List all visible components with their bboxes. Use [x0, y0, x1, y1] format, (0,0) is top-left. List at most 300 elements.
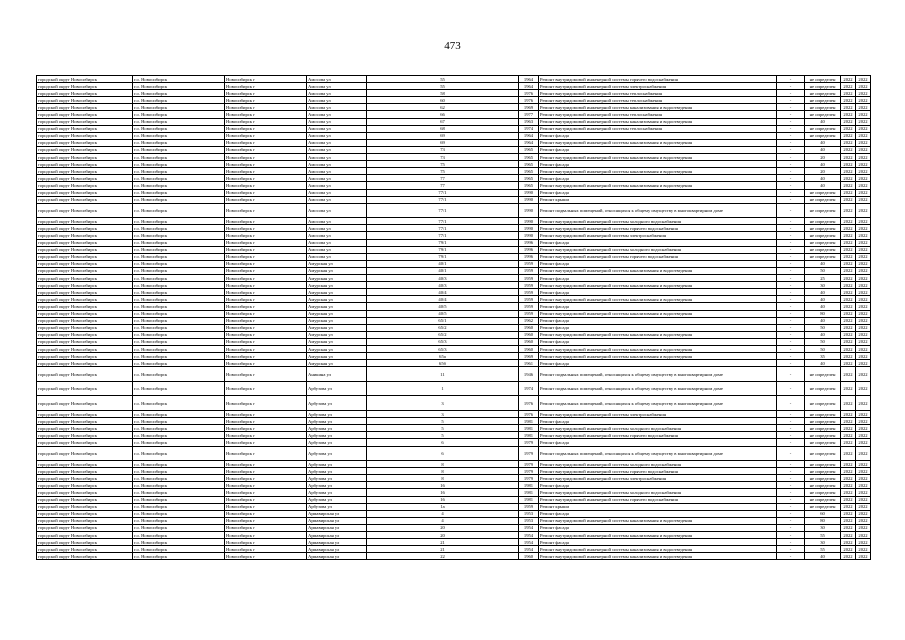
cell-year: 1996: [519, 253, 539, 260]
cell-street: Амосова ул: [307, 146, 367, 153]
cell-start: 2022: [841, 232, 856, 239]
cell-settlement: г.о. Новосибирск: [133, 475, 225, 482]
cell-street: Арбузова ул: [307, 496, 367, 503]
table-row: [37, 260, 871, 267]
cell-settlement: г.о. Новосибирск: [133, 239, 225, 246]
cell-work: Ремонт внутридомовой инженерной системы канализования и водоотведения: [539, 154, 777, 161]
cell-year: 1961: [519, 360, 539, 367]
cell-street: Амосова ул: [307, 76, 367, 83]
cell-district: городской округ Новосибирск: [37, 203, 133, 218]
cell-cost: -: [777, 275, 805, 282]
table-row: [37, 439, 871, 446]
cell-street: Амурская ул: [307, 345, 367, 352]
cell-start: 2022: [841, 303, 856, 310]
cell-settlement: г.о. Новосибирск: [133, 482, 225, 489]
cell-settlement: г.о. Новосибирск: [133, 496, 225, 503]
cell-period: не определен: [805, 83, 841, 90]
cell-start: 2022: [841, 425, 856, 432]
cell-street: Арбузова ул: [307, 468, 367, 475]
cell-settlement: г.о. Новосибирск: [133, 83, 225, 90]
table-row: [37, 496, 871, 503]
cell-start: 2022: [841, 489, 856, 496]
cell-cost: -: [777, 489, 805, 496]
cell-period: не определен: [805, 461, 841, 468]
cell-work: Ремонт фасада: [539, 161, 777, 168]
cell-settlement: г.о. Новосибирск: [133, 345, 225, 352]
cell-house: 79/1: [367, 239, 519, 246]
cell-city: Новосибирск г: [225, 517, 307, 524]
cell-house: 66: [367, 111, 519, 118]
cell-cost: -: [777, 203, 805, 218]
cell-street: Арбузова ул: [307, 503, 367, 510]
cell-start: 2022: [841, 546, 856, 553]
cell-start: 2022: [841, 296, 856, 303]
cell-end: 2022: [856, 411, 871, 418]
cell-period: не определен: [805, 218, 841, 225]
cell-cost: -: [777, 331, 805, 338]
cell-year: 1960: [519, 345, 539, 352]
table-row: [37, 246, 871, 253]
cell-settlement: г.о. Новосибирск: [133, 104, 225, 111]
cell-house: 40/1: [367, 260, 519, 267]
cell-year: 1974: [519, 125, 539, 132]
cell-house: 4: [367, 517, 519, 524]
cell-period: 40: [805, 139, 841, 146]
cell-start: 2022: [841, 468, 856, 475]
cell-start: 2022: [841, 517, 856, 524]
cell-city: Новосибирск г: [225, 539, 307, 546]
cell-settlement: г.о. Новосибирск: [133, 189, 225, 196]
cell-house: 22: [367, 553, 519, 560]
cell-period: 40: [805, 161, 841, 168]
cell-start: 2022: [841, 246, 856, 253]
cell-settlement: г.о. Новосибирск: [133, 139, 225, 146]
cell-street: Амурская ул: [307, 310, 367, 317]
cell-end: 2022: [856, 168, 871, 175]
cell-street: Амосова ул: [307, 111, 367, 118]
cell-street: Амосова ул: [307, 189, 367, 196]
cell-work: Ремонт внутридомовой инженерной системы горячего водоснабжения: [539, 468, 777, 475]
cell-house: 40/4: [367, 296, 519, 303]
table-row: [37, 225, 871, 232]
cell-settlement: г.о. Новосибирск: [133, 503, 225, 510]
cell-street: Амосова ул: [307, 104, 367, 111]
cell-cost: -: [777, 475, 805, 482]
cell-city: Новосибирск г: [225, 461, 307, 468]
cell-period: 35: [805, 353, 841, 360]
cell-year: 1965: [519, 175, 539, 182]
cell-house: 21: [367, 546, 519, 553]
cell-house: 8: [367, 461, 519, 468]
cell-city: Новосибирск г: [225, 104, 307, 111]
cell-start: 2022: [841, 267, 856, 274]
cell-settlement: г.о. Новосибирск: [133, 282, 225, 289]
cell-settlement: г.о. Новосибирск: [133, 168, 225, 175]
cell-cost: -: [777, 381, 805, 396]
cell-start: 2022: [841, 524, 856, 531]
cell-year: 1954: [519, 546, 539, 553]
cell-house: 21: [367, 539, 519, 546]
cell-city: Новосибирск г: [225, 139, 307, 146]
cell-cost: -: [777, 338, 805, 345]
cell-end: 2022: [856, 196, 871, 203]
cell-end: 2022: [856, 303, 871, 310]
cell-settlement: г.о. Новосибирск: [133, 175, 225, 182]
cell-period: 40: [805, 553, 841, 560]
cell-settlement: г.о. Новосибирск: [133, 324, 225, 331]
cell-house: 75: [367, 168, 519, 175]
cell-cost: -: [777, 83, 805, 90]
cell-year: 1959: [519, 282, 539, 289]
cell-start: 2022: [841, 461, 856, 468]
cell-end: 2022: [856, 83, 871, 90]
cell-period: не определен: [805, 496, 841, 503]
cell-city: Новосибирск г: [225, 503, 307, 510]
cell-year: 1979: [519, 468, 539, 475]
cell-cost: -: [777, 196, 805, 203]
cell-cost: -: [777, 411, 805, 418]
cell-year: 1981: [519, 418, 539, 425]
cell-city: Новосибирск г: [225, 317, 307, 324]
cell-house: 11: [367, 367, 519, 382]
cell-cost: -: [777, 253, 805, 260]
cell-start: 2022: [841, 239, 856, 246]
cell-work: Ремонт внутридомовой инженерной системы канализования и водоотведения: [539, 345, 777, 352]
cell-city: Новосибирск г: [225, 125, 307, 132]
cell-year: 1963: [519, 118, 539, 125]
cell-house: 77/1: [367, 232, 519, 239]
cell-city: Новосибирск г: [225, 83, 307, 90]
cell-end: 2022: [856, 425, 871, 432]
cell-work: Ремонт фасада: [539, 260, 777, 267]
cell-district: городской округ Новосибирск: [37, 496, 133, 503]
cell-house: 62: [367, 104, 519, 111]
cell-year: 1964: [519, 83, 539, 90]
cell-settlement: г.о. Новосибирск: [133, 425, 225, 432]
cell-year: 1969: [519, 353, 539, 360]
cell-year: 1959: [519, 503, 539, 510]
cell-cost: -: [777, 218, 805, 225]
cell-work: Ремонт внутридомовой инженерной системы канализования и водоотведения: [539, 532, 777, 539]
cell-street: Амурская ул: [307, 296, 367, 303]
cell-city: Новосибирск г: [225, 182, 307, 189]
cell-cost: -: [777, 353, 805, 360]
cell-district: городской округ Новосибирск: [37, 189, 133, 196]
cell-work: Ремонт фасада: [539, 539, 777, 546]
cell-district: городской округ Новосибирск: [37, 546, 133, 553]
cell-district: городской округ Новосибирск: [37, 175, 133, 182]
cell-period: 80: [805, 517, 841, 524]
table-row: [37, 182, 871, 189]
cell-street: Амурская ул: [307, 331, 367, 338]
cell-house: 40/4: [367, 289, 519, 296]
cell-district: городской округ Новосибирск: [37, 161, 133, 168]
cell-end: 2022: [856, 182, 871, 189]
cell-start: 2022: [841, 104, 856, 111]
cell-end: 2022: [856, 90, 871, 97]
cell-city: Новосибирск г: [225, 260, 307, 267]
cell-year: 1953: [519, 510, 539, 517]
cell-settlement: г.о. Новосибирск: [133, 275, 225, 282]
cell-cost: -: [777, 161, 805, 168]
cell-work: Ремонт внутридомовой инженерной системы электроснабжения: [539, 83, 777, 90]
cell-city: Новосибирск г: [225, 225, 307, 232]
cell-end: 2022: [856, 225, 871, 232]
cell-year: 1979: [519, 461, 539, 468]
cell-work: Ремонт внутридомовой инженерной системы канализования и водоотведения: [539, 310, 777, 317]
cell-work: Ремонт подвальных помещений, относящихся к общему имуществу в многоквартирном доме: [539, 396, 777, 411]
cell-house: 77/1: [367, 196, 519, 203]
table-row: [37, 76, 871, 83]
cell-work: Ремонт фасада: [539, 439, 777, 446]
table-row: [37, 218, 871, 225]
cell-district: городской округ Новосибирск: [37, 289, 133, 296]
cell-street: Арбузова ул: [307, 381, 367, 396]
cell-cost: -: [777, 360, 805, 367]
table-row: [37, 196, 871, 203]
cell-district: городской округ Новосибирск: [37, 125, 133, 132]
cell-street: Амосова ул: [307, 239, 367, 246]
cell-street: Амосова ул: [307, 161, 367, 168]
cell-period: не определен: [805, 232, 841, 239]
cell-end: 2022: [856, 418, 871, 425]
cell-year: 1959: [519, 296, 539, 303]
cell-year: 1981: [519, 432, 539, 439]
cell-year: 1979: [519, 439, 539, 446]
table-row: [37, 360, 871, 367]
table-row: [37, 132, 871, 139]
cell-cost: -: [777, 104, 805, 111]
cell-city: Новосибирск г: [225, 253, 307, 260]
cell-year: 1976: [519, 411, 539, 418]
cell-period: 25: [805, 275, 841, 282]
cell-work: Ремонт фасада: [539, 239, 777, 246]
table-row: [37, 303, 871, 310]
cell-city: Новосибирск г: [225, 289, 307, 296]
cell-cost: -: [777, 425, 805, 432]
cell-street: Амурская ул: [307, 353, 367, 360]
cell-period: не определен: [805, 253, 841, 260]
cell-district: городской округ Новосибирск: [37, 324, 133, 331]
cell-district: городской округ Новосибирск: [37, 517, 133, 524]
cell-street: Амурская ул: [307, 275, 367, 282]
cell-work: Ремонт внутридомовой инженерной системы канализования и водоотведения: [539, 267, 777, 274]
cell-settlement: г.о. Новосибирск: [133, 524, 225, 531]
cell-year: 1981: [519, 489, 539, 496]
cell-house: 79/1: [367, 246, 519, 253]
cell-work: Ремонт фасада: [539, 289, 777, 296]
cell-district: городской округ Новосибирск: [37, 282, 133, 289]
cell-year: 1981: [519, 425, 539, 432]
table-row: [37, 154, 871, 161]
table-row: [37, 267, 871, 274]
cell-district: городской округ Новосибирск: [37, 225, 133, 232]
cell-house: 5: [367, 425, 519, 432]
cell-end: 2022: [856, 310, 871, 317]
cell-street: Амурская ул: [307, 324, 367, 331]
cell-cost: -: [777, 97, 805, 104]
table-row: [37, 289, 871, 296]
cell-settlement: г.о. Новосибирск: [133, 517, 225, 524]
cell-city: Новосибирск г: [225, 132, 307, 139]
cell-city: Новосибирск г: [225, 411, 307, 418]
cell-period: 55: [805, 532, 841, 539]
cell-year: 1953: [519, 517, 539, 524]
cell-start: 2022: [841, 282, 856, 289]
cell-start: 2022: [841, 154, 856, 161]
cell-house: 77/1: [367, 218, 519, 225]
cell-work: Ремонт внутридомовой инженерной системы горячего водоснабжения: [539, 225, 777, 232]
cell-work: Ремонт фасада: [539, 360, 777, 367]
cell-period: 40: [805, 175, 841, 182]
cell-cost: -: [777, 168, 805, 175]
cell-district: городской округ Новосибирск: [37, 275, 133, 282]
cell-cost: -: [777, 111, 805, 118]
cell-street: Амурская ул: [307, 360, 367, 367]
cell-end: 2022: [856, 232, 871, 239]
cell-settlement: г.о. Новосибирск: [133, 396, 225, 411]
cell-house: 55: [367, 83, 519, 90]
cell-district: городской округ Новосибирск: [37, 539, 133, 546]
cell-year: 1954: [519, 532, 539, 539]
cell-start: 2022: [841, 553, 856, 560]
cell-city: Новосибирск г: [225, 482, 307, 489]
cell-work: Ремонт крыши: [539, 196, 777, 203]
cell-street: Арбузова ул: [307, 439, 367, 446]
cell-cost: -: [777, 239, 805, 246]
cell-cost: -: [777, 496, 805, 503]
cell-street: Амосова ул: [307, 118, 367, 125]
cell-city: Новосибирск г: [225, 345, 307, 352]
cell-house: 3: [367, 411, 519, 418]
cell-start: 2022: [841, 253, 856, 260]
table-row: [37, 161, 871, 168]
table-row: [37, 104, 871, 111]
cell-district: городской округ Новосибирск: [37, 139, 133, 146]
cell-settlement: г.о. Новосибирск: [133, 253, 225, 260]
cell-settlement: г.о. Новосибирск: [133, 97, 225, 104]
cell-work: Ремонт фасада: [539, 175, 777, 182]
cell-street: Амосова ул: [307, 83, 367, 90]
cell-settlement: г.о. Новосибирск: [133, 331, 225, 338]
cell-house: 40/3: [367, 282, 519, 289]
cell-cost: -: [777, 189, 805, 196]
cell-period: 40: [805, 118, 841, 125]
cell-street: Амосова ул: [307, 154, 367, 161]
cell-cost: -: [777, 139, 805, 146]
cell-city: Новосибирск г: [225, 118, 307, 125]
cell-work: Ремонт фасада: [539, 317, 777, 324]
cell-district: городской округ Новосибирск: [37, 439, 133, 446]
cell-work: Ремонт внутридомовой инженерной системы канализования и водоотведения: [539, 517, 777, 524]
cell-settlement: г.о. Новосибирск: [133, 203, 225, 218]
table-row: [37, 282, 871, 289]
cell-street: Арбузова ул: [307, 425, 367, 432]
cell-cost: -: [777, 532, 805, 539]
cell-end: 2022: [856, 367, 871, 382]
cell-period: 20: [805, 154, 841, 161]
cell-start: 2022: [841, 175, 856, 182]
cell-start: 2022: [841, 418, 856, 425]
cell-start: 2022: [841, 146, 856, 153]
cell-district: городской округ Новосибирск: [37, 553, 133, 560]
cell-work: Ремонт внутридомовой инженерной системы горячего водоснабжения: [539, 253, 777, 260]
cell-district: городской округ Новосибирск: [37, 310, 133, 317]
cell-district: городской округ Новосибирск: [37, 475, 133, 482]
table-row: [37, 532, 871, 539]
cell-house: 77: [367, 182, 519, 189]
cell-year: 1981: [519, 482, 539, 489]
table-row: [37, 118, 871, 125]
cell-start: 2022: [841, 275, 856, 282]
cell-year: 1979: [519, 446, 539, 461]
cell-city: Новосибирск г: [225, 239, 307, 246]
cell-start: 2022: [841, 218, 856, 225]
cell-start: 2022: [841, 203, 856, 218]
cell-settlement: г.о. Новосибирск: [133, 489, 225, 496]
cell-period: 40: [805, 331, 841, 338]
cell-cost: -: [777, 367, 805, 382]
cell-year: 1946: [519, 367, 539, 382]
table-row: [37, 253, 871, 260]
cell-settlement: г.о. Новосибирск: [133, 310, 225, 317]
cell-period: не определен: [805, 432, 841, 439]
cell-work: Ремонт внутридомовой инженерной системы холодного водоснабжения: [539, 461, 777, 468]
cell-year: 1979: [519, 475, 539, 482]
cell-district: городской округ Новосибирск: [37, 111, 133, 118]
cell-settlement: г.о. Новосибирск: [133, 461, 225, 468]
cell-settlement: г.о. Новосибирск: [133, 90, 225, 97]
cell-work: Ремонт фасада: [539, 275, 777, 282]
cell-street: Армавирская ул: [307, 517, 367, 524]
cell-city: Новосибирск г: [225, 475, 307, 482]
cell-house: 4: [367, 510, 519, 517]
cell-period: не определен: [805, 246, 841, 253]
cell-end: 2022: [856, 76, 871, 83]
cell-street: Арбузова ул: [307, 482, 367, 489]
cell-period: не определен: [805, 482, 841, 489]
cell-settlement: г.о. Новосибирск: [133, 260, 225, 267]
cell-start: 2022: [841, 482, 856, 489]
cell-work: Ремонт фасада: [539, 189, 777, 196]
cell-period: 40: [805, 317, 841, 324]
cell-period: 55: [805, 546, 841, 553]
cell-house: 65/2: [367, 324, 519, 331]
cell-year: 1959: [519, 275, 539, 282]
cell-period: 40: [805, 182, 841, 189]
cell-district: городской округ Новосибирск: [37, 232, 133, 239]
table-row: [37, 189, 871, 196]
cell-settlement: г.о. Новосибирск: [133, 446, 225, 461]
cell-work: Ремонт фасада: [539, 510, 777, 517]
cell-year: 1959: [519, 310, 539, 317]
cell-city: Новосибирск г: [225, 310, 307, 317]
cell-cost: -: [777, 296, 805, 303]
cell-district: городской округ Новосибирск: [37, 90, 133, 97]
cell-city: Новосибирск г: [225, 496, 307, 503]
cell-settlement: г.о. Новосибирск: [133, 154, 225, 161]
cell-house: 73: [367, 154, 519, 161]
cell-end: 2022: [856, 189, 871, 196]
table-row: [37, 353, 871, 360]
cell-work: Ремонт внутридомовой инженерной системы холодного водоснабжения: [539, 425, 777, 432]
cell-cost: -: [777, 418, 805, 425]
table-row: [37, 468, 871, 475]
cell-work: Ремонт фасада: [539, 418, 777, 425]
cell-cost: -: [777, 546, 805, 553]
cell-work: Ремонт внутридомовой инженерной системы теплоснабжения: [539, 90, 777, 97]
cell-work: Ремонт подвальных помещений, относящихся к общему имуществу в многоквартирном доме: [539, 367, 777, 382]
